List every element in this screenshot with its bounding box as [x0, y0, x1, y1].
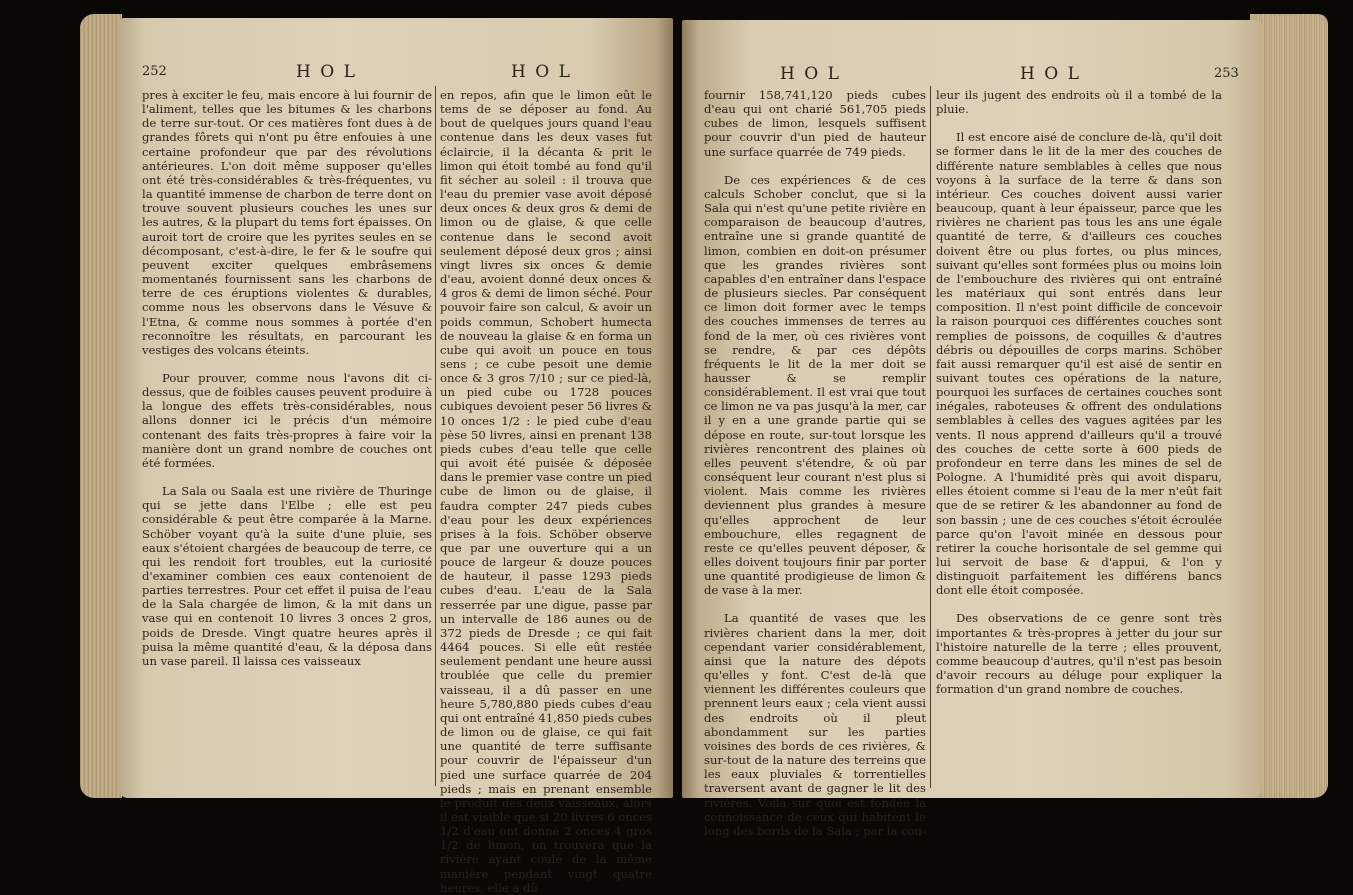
- paragraph: Pour prouver, comme nous l'avons dit ci-dessus, que de foibles causes peuvent produire à la longue des effets très-considérables, nous allons donner ici le précis d'un mémoire contenant des faits très-propres à faire voir la manière dont un grand nombre de couches ont été formées.: [142, 370, 432, 470]
- paragraph: La quantité de vases que les rivières charient dans la mer, doit cependant varier considérablement, ainsi que la nature des dépots qu'elles y font. C'est de-là que viennent les différentes couleurs que prennent leurs eaux ; cela vient aussi des endroits où il pleut abondamment sur les parties voisines des bords de ces rivières, & sur-tout de la nature des terreins que les eaux pluviales & torrentielles traversent avant de gagner le lit des rivières. Voilà sur quoi est fondée la connoissance de ceux qui habitent le long des bords de la Sala ; par la cou-: [704, 611, 926, 838]
- page-number: 253: [1214, 66, 1239, 81]
- paragraph: La Sala ou Saala est une rivière de Thuringe qui se jette dans l'Elbe ; elle est peu considérable & peut être comparée à la Marne. Schöber voyant qu'à la suite d'une pluie, ses eaux s'étoient chargées de beaucoup de terre, ce qui les rendoit fort troubles, eut la curiosité d'examiner combien ces eaux contenoient de parties terrestres. Pour cet effet il puisa de l'eau de la Sala chargée de limon, & la mit dans un vase qui en contenoit 10 livres 3 onces 2 gros, poids de Dresde. Vingt quatre heures après il puisa la même quantité d'eau, & la déposa dans un vase pareil. Il laissa ces vaisseaux: [142, 484, 432, 668]
- column-rule: [930, 86, 931, 788]
- column-rule: [435, 86, 436, 786]
- left-column-1: [142, 88, 432, 668]
- running-header: H O L: [1020, 64, 1081, 84]
- paragraph: Des observations de ce genre sont très importantes & très-propres à jetter du jour sur l'histoire naturelle de la terre ; elles prouvent, comme beaucoup d'autres, qu'il n'est pas besoin d'avoir recours au déluge pour expliquer la formation d'un grand nombre de couches.: [936, 611, 1222, 697]
- paragraph: Il est encore aisé de conclure de-là, qu'il doit se former dans le lit de la mer des couches de différente nature semblables à celles que nous voyons à la surface de la terre & dans son intérieur. Ces couches doivent aussi varier beaucoup, quant à leur épaisseur, parce que les rivières ne charient pas tous les ans une égale quantité de terre, & d'ailleurs ces couches doivent être ou plus fortes, ou plus minces, suivant qu'elles sont formées plus ou moins loin de l'embouchure des rivières qui ont entraîné les matériaux qui sont entrés dans leur composition. Il n'est point difficile de concevoir la raison pourquoi ces différentes couches sont remplies de poissons, de coquilles & d'autres débris ou dépouilles de corps marins. Schöber fait aussi remarquer qu'il est aisé de sentir en suivant toutes ces opérations de la nature, pourquoi les surfaces de certaines couches sont inégales, raboteuses & offrent des ondulations semblables à celles des vagues agitées par les vents. Il nous apprend d'ailleurs qu'il a trouvé des couches de cette sorte à 600 pieds de profondeur en terre dans les mines de sel de Pologne. A l'humidité près qui avoit disparu, elles étoient comme si l'eau de la mer n'eût fait que de se retirer & les abandonner au fond de son bassin ; une de ces couches s'étoit écroulée parce qu'on l'avoit minée en dessous pour retirer la couche horisontale de sel gemme qui lui servoit de base & d'appui, & l'on y distinguoit parfaitement les différens bancs dont elle étoit composée.: [936, 130, 1222, 598]
- left-column-2: [440, 88, 652, 895]
- paragraph: pres à exciter le feu, mais encore à lui fournir de l'aliment, telles que les bitumes & les charbons de terre sur-tout. Or ces matières font dues à de grandes fôrets qui n'ont pu être enfouies à une certaine profondeur que par des révolutions antérieures. L'on doit même supposer qu'elles ont été très-considérables & très-fréquentes, vu la quantité immense de charbon de terre dont on trouve souvent plusieurs couches les unes sur les autres, & la plupart du tems fort épaisses. On auroit tort de croire que les pyrites seules en se décomposant, c'est-à-dire, le fer & le soufre qui peuvent exciter quelques embrâsemens momentanés fournissent sans les charbons de terre de ces éruptions violentes & durables, comme nous les observons dans le Vésuve & l'Etna, & comme nous sommes à portée d'en reconnoître les résultats, en parcourant les vestiges des volcans éteints.: [142, 88, 432, 357]
- running-header: H O L: [296, 62, 357, 82]
- right-page: [682, 20, 1262, 838]
- running-header: H O L: [511, 62, 572, 82]
- paragraph: De ces expériences & de ces calculs Schober conclut, que si la Sala qui n'est qu'une petite rivière en comparaison de beaucoup d'autres, entraîne une si grande quantité de limon, combien en doit-on présumer que les grandes rivières sont capables d'en entraîner dans l'espace de plusieurs siecles. Par conséquent ce limon doit former avec le temps des couches immenses de terres au fond de la mer, où ces rivières vont se rendre, & par ces dépôts fréquents le lit de la mer doit se hausser & se remplir considérablement. Il est vrai que tout ce limon ne va pas jusqu'à la mer, car il y en a une grande partie qui se dépose en route, sur-tout lorsque les rivières rencontrent des plaines où elles peuvent s'étendre, & où par conséquent leur courant n'est plus si violent. Mais comme les rivières deviennent plus grandes à mesure qu'elles approchent de leur embouchure, elles regagnent de reste ce qu'elles peuvent déposer, & elles doivent toujours finir par porter une quantité prodigieuse de limon & de vase à la mer.: [704, 172, 926, 598]
- running-header: H O L: [780, 64, 841, 84]
- left-page: [118, 18, 673, 895]
- right-column-2: [936, 88, 1222, 696]
- paragraph: en repos, afin que le limon eût le tems de se déposer au fond. Au bout de quelques jours quand l'eau contenue dans les deux vases fut éclaircie, il la décanta & prit le limon qui étoit tombé au fond qu'il fit sécher au soleil : il trouva que l'eau du premier vase avoit déposé deux onces & deux gros & demi de limon ou de glaise, & que celle contenue dans le second avoit seulement déposé deux gros ; ainsi vingt livres six onces & demie d'eau, avoient donné deux onces & 4 gros & demi de limon séché. Pour pouvoir faire son calcul, & avoir un poids commun, Schobert humecta de nouveau la glaise & en forma un cube qui avoit un pouce en tous sens ; ce cube pesoit une demie once & 3 gros 7/10 ; sur ce pied-là, un pied cube ou 1728 pouces cubiques devoient peser 56 livres & 10 onces 1/2 : le pied cube d'eau pèse 50 livres, ainsi en prenant 138 pieds cubes d'eau telle que celle qui avoit été puisée & déposée dans le premier vase contre un pied cube de limon ou de glaise, il faudra compter 247 pieds cubes d'eau pour les deux expériences prises à la fois. Schöber observe que par une ouverture qui a un pouce de largeur & douze pouces de hauteur, il passe 1293 pieds cubes d'eau. L'eau de la Sala resserrée par une digue, passe par un intervalle de 186 aunes ou de 372 pieds de Dresde ; ce qui fait 4464 pouces. Si elle eût restée seulement pendant une heure aussi troublée que celle du premier vaisseau, il a dû passer en une heure 5,780,880 pieds cubes d'eau qui ont entraîné 41,850 pieds cubes de limon ou de glaise, ce qui fait une quantité de terre suffisante pour couvrir de l'épaisseur d'un pied une surface quarrée de 204 pieds ; mais en prenant ensemble le produit des deux vaisseaux, alors il est visible que si 20 livres 6 onces 1/2 d'eau ont donné 2 onces 4 gros 1/2 de limon, on trouvera que la rivière ayant coulé de la même manière pendant vingt quatre heures, elle a dû: [440, 88, 652, 895]
- paragraph: leur ils jugent des endroits où il a tombé de la pluie.: [936, 88, 1222, 117]
- page-number: 252: [142, 64, 167, 79]
- left-page-edges: [80, 14, 122, 798]
- paragraph: fournir 158,741,120 pieds cubes d'eau qui ont charié 561,705 pieds cubes de limon, lesquels suffisent pour couvrir d'un pied de hauteur une surface quarrée de 749 pieds.: [704, 88, 926, 159]
- right-column-1: [704, 88, 926, 838]
